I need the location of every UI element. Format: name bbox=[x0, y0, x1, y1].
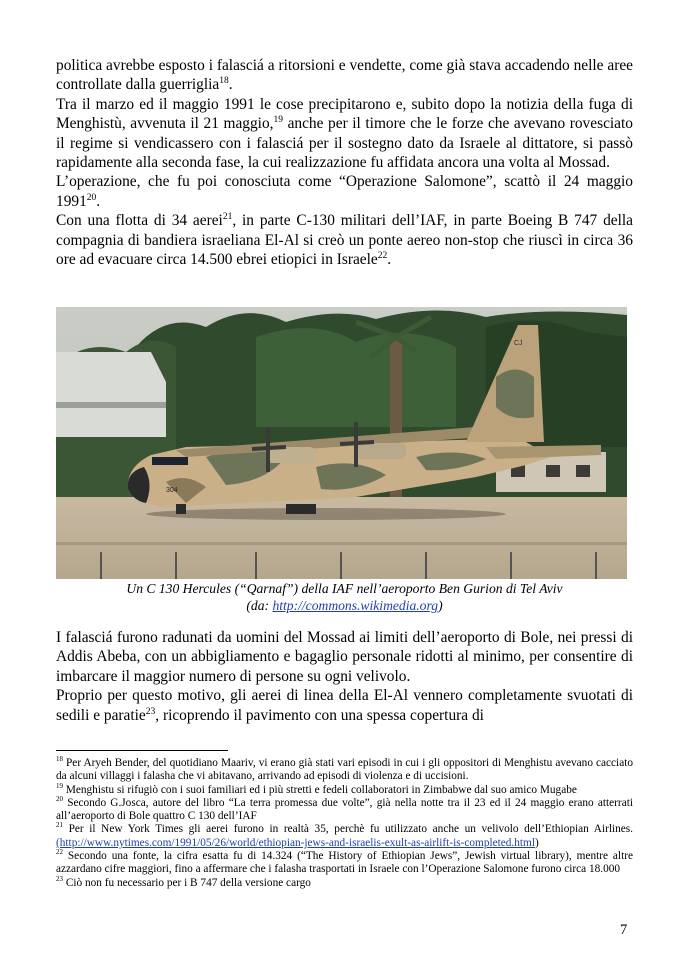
footnote-reference: 20 bbox=[86, 192, 97, 203]
footnote bbox=[56, 850, 633, 877]
footnote-number: 23 bbox=[56, 874, 63, 883]
footnote bbox=[56, 823, 633, 850]
text-run: , ricoprendo il pavimento con una spessa copertura di bbox=[155, 706, 484, 724]
aircraft-photo bbox=[56, 307, 627, 579]
text-run: Per Aryeh Bender, del quotidiano Maariv, vi erano già stati vari episodi in cui i gli oppositori di Menghistu avevano cacciato da alcuni villaggi i falasha che vi abitavano, arrivando ad episodi di violenza e di uccisioni. bbox=[56, 757, 633, 783]
text-run: I falasciá furono radunati da uomini del Mossad ai limiti dell’aeroporto di Bole, nei pressi di Addis Abeba, con un abbigliamento e bagaglio personale ridotti al minimo, per consentire di imbarcare il maggior numero di persone su ogni velivolo. bbox=[56, 629, 633, 685]
paragraph bbox=[56, 95, 633, 173]
caption-source-link[interactable]: http://commons.wikimedia.org bbox=[272, 598, 439, 613]
text-run: Proprio per questo motivo, gli aerei di linea della El-Al vennero completamente svuotati di sedili e paratie bbox=[56, 687, 633, 724]
text-run: . bbox=[96, 192, 101, 210]
figure-caption-line2 bbox=[56, 598, 633, 614]
text-run: L’operazione, che fu poi conosciuta come “Operazione Salomone”, scattò il 24 maggio 1991 bbox=[56, 173, 633, 210]
footnote bbox=[56, 797, 633, 824]
footnotes bbox=[56, 757, 633, 890]
caption-prefix: (da: bbox=[246, 598, 273, 613]
text-run: . bbox=[387, 251, 392, 269]
footnote-number: 21 bbox=[56, 821, 63, 830]
footnote-separator bbox=[56, 750, 228, 751]
text-run: Secondo una fonte, la cifra esatta fu di 14.324 (“The History of Ethiopian Jews”, Jewish virtual library), mentre altre azzardano cifre maggiori, fino a affermare che i falasha trasportati in Israele con l’Operazione Salomone furono circa 18.000 bbox=[56, 850, 633, 876]
footnote bbox=[56, 757, 633, 784]
footnote-reference: 21 bbox=[222, 212, 233, 223]
text-run: . bbox=[228, 76, 233, 94]
text-run: Secondo G.Josca, autore del libro “La terra promessa due volte”, già nella notte tra il 23 ed il 24 maggio erano atterrati all’aeroporto di Bole quattro C 130 dell’IAF bbox=[56, 796, 633, 823]
footnote-number: 19 bbox=[56, 781, 63, 790]
body-text-bottom bbox=[56, 628, 633, 725]
c130-hercules-photo bbox=[56, 307, 627, 579]
footnote-number: 20 bbox=[56, 795, 63, 804]
text-run: Per il New York Times gli aerei furono in realtà 35, perchè fu utilizzato anche un velivolo dell’Ethiopian Airlines. bbox=[63, 823, 633, 836]
footnote-reference: 19 bbox=[273, 115, 283, 126]
paragraph bbox=[56, 686, 633, 725]
text-run: politica avrebbe esposto i falasciá a ritorsioni e vendette, come già stava accadendo nelle aree controllate dalla guerriglia bbox=[56, 57, 633, 94]
paragraph bbox=[56, 172, 633, 211]
figure-caption-line1: Un C 130 Hercules (“Qarnaf”) della IAF nell’aeroporto Ben Gurion di Tel Aviv bbox=[126, 581, 563, 596]
tail-marking: CJ bbox=[514, 340, 523, 347]
footnote-number: 18 bbox=[56, 755, 63, 764]
text-run: ) bbox=[534, 836, 539, 849]
nose-number: 304 bbox=[166, 487, 178, 494]
text-run: , in parte C-130 militari dell’IAF, in parte Boeing B 747 della compagnia di bandiera israeliana El-Al si creò un ponte aereo non-stop che riuscì in circa 36 ore ad evacuare circa 14.500 ebrei etiopici in Israele bbox=[56, 212, 633, 269]
footnote-reference: 18 bbox=[219, 76, 229, 87]
footnote bbox=[56, 781, 633, 797]
body-text-top bbox=[56, 56, 633, 269]
footnote-reference: 22 bbox=[377, 250, 388, 261]
footnote-link[interactable]: (http://www.nytimes.com/1991/05/26/world/ethiopian-jews-and-israelis-exult-as-airlift-is-completed.html bbox=[56, 836, 535, 849]
text-run: Tra il marzo ed il maggio 1991 le cose precipitarono e, subito dopo la notizia della fuga di Menghistù, avvenuta il 21 maggio, bbox=[56, 95, 633, 133]
caption-suffix: ) bbox=[438, 598, 443, 613]
footnote bbox=[56, 874, 633, 890]
paragraph bbox=[56, 56, 633, 95]
footnote-number: 22 bbox=[56, 848, 63, 857]
text-run: Ciò non fu necessario per i B 747 della versione cargo bbox=[63, 876, 311, 889]
footnote-reference: 23 bbox=[145, 706, 156, 717]
paragraph bbox=[56, 211, 633, 269]
text-run: Con una flotta di 34 aerei bbox=[56, 212, 223, 230]
text-run: Menghistu si rifugiò con i suoi familiari ed i più stretti e fedeli collaboratori in Zimbabwe dal suo amico Mugabe bbox=[63, 783, 577, 796]
text-run: anche per il timore che le forze che avevano rovesciato il regime si vendicassero con i falasciá per il sostegno dato da Israele al dittatore, si passò rapidamente alla seconda fase, la cui realizzazione fu affidata ancora una volta al Mossad. bbox=[56, 115, 633, 172]
page-number: 7 bbox=[620, 922, 628, 938]
paragraph bbox=[56, 628, 633, 686]
